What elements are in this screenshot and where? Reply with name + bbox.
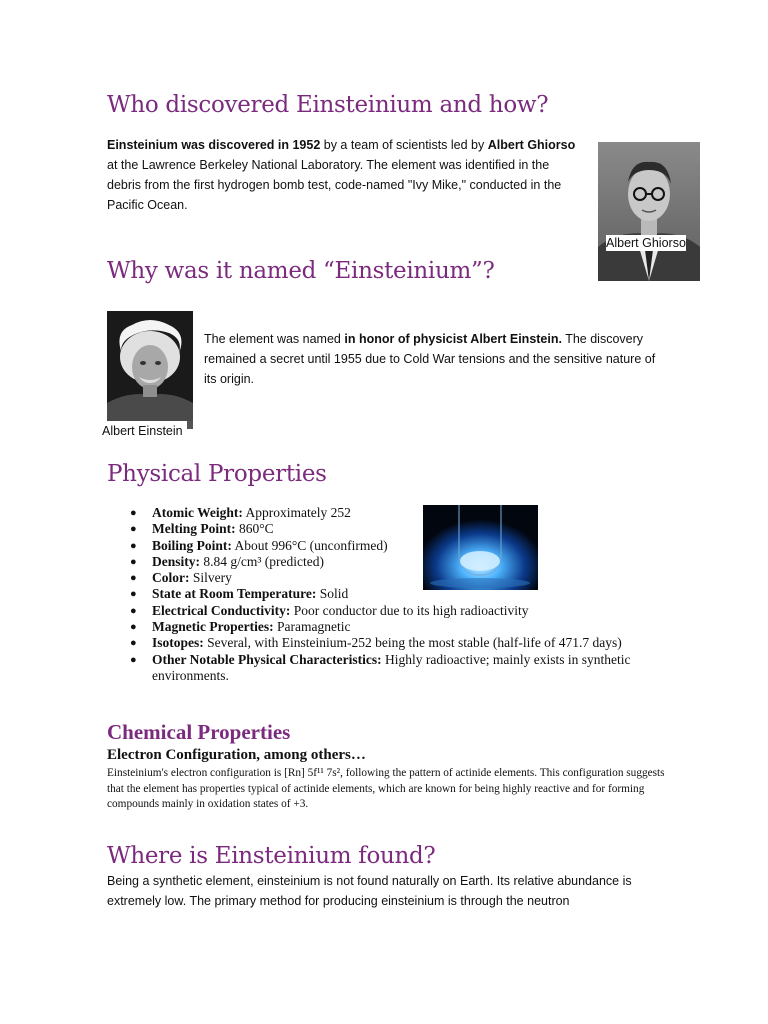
property-label: Color: [152,570,190,586]
property-value: Silvery [189,570,232,586]
property-label: Atomic Weight: [152,505,243,520]
list-item [130,603,660,619]
property-value: Approximately 252 [242,505,351,520]
paragraph-chemical: Einsteinium's electron configuration is [Rn] 5f¹¹ 7s², following the pattern of actinide elements. This configuration suggests that the element has properties typical of actinide elements, which are known for being highly reactive and for forming compounds mainly in oxidation states of +3. [107,767,665,810]
bold-einstein-honor: in honor of physicist Albert Einstein. [344,332,562,346]
bold-discovery-date: Einsteinium was discovered in 1952 [107,138,321,152]
property-value: Highly radioactive; mainly exists in synthetic environments. [152,651,631,683]
property-label: Isotopes: [152,635,204,651]
bullet: ● [130,539,137,552]
photo-albert-ghiorso [598,142,700,281]
subheading-electron-configuration: Electron Configuration, among others… [107,747,366,763]
property-label: Magnetic Properties: [152,619,274,635]
property-label: State at Room Temperature: [152,586,317,602]
property-value: About 996°C (unconfirmed) [231,537,388,553]
property-label: Electrical Conductivity: [152,602,291,618]
caption-einstein-visible: Albert Einstein [102,424,183,438]
text-naming-1: The element was named [204,332,345,346]
paragraph-discovery [107,135,582,215]
photo-albert-einstein [107,311,193,421]
heading-chemical-properties: Chemical Properties [107,720,291,744]
bullet: ● [130,555,137,568]
bullet: ● [130,604,137,617]
list-item [130,521,660,537]
physical-properties-list [130,505,660,684]
bullet: ● [130,523,137,536]
bold-ghiorso: Albert Ghiorso [487,138,576,152]
list-item [130,619,660,635]
caption-ghiorso: Albert Ghiorso [606,236,686,250]
property-label: Density: [152,553,200,569]
bullet: ● [130,588,137,601]
list-item [130,586,660,602]
property-value: Paramagnetic [273,619,351,635]
text-discovery-2: at the Lawrence Berkeley National Laboratory. The element was identified in the debris from the first hydrogen bomb test, code-named "Ivy Mike," conducted in the Pacific Ocean. [107,158,562,212]
property-value: 860°C [235,521,274,537]
list-item [130,554,660,570]
property-value: 8.84 g/cm³ (predicted) [200,553,325,569]
property-label: Melting Point: [152,521,236,537]
list-item [130,505,660,521]
heading-physical-properties: Physical Properties [107,461,327,487]
bullet: ● [130,507,137,519]
photo-corner-mark [187,421,193,429]
paragraph-where-found: Being a synthetic element, einsteinium is not found naturally on Earth. Its relative abundance is extremely low. The primary method for producing einsteinium is through the neutron [107,874,632,908]
heading-naming: Why was it named “Einsteinium”? [107,258,495,284]
bullet: ● [130,653,137,666]
property-label: Other Notable Physical Characteristics: [152,651,382,667]
list-item [130,538,660,554]
text-discovery-1: by a team of scientists led by [320,138,488,152]
property-value: Several, with Einsteinium-252 being the most stable (half-life of 471.7 days) [203,635,622,651]
einstein-portrait-illustration [107,311,193,421]
list-item [130,570,660,586]
property-value: Solid [316,586,349,602]
property-label: Boiling Point: [152,537,232,553]
bullet: ● [130,637,137,650]
bullet: ● [130,621,137,634]
bullet: ● [130,572,137,585]
heading-where-found: Where is Einsteinium found? [107,843,436,869]
ghiorso-portrait-illustration [598,142,700,281]
heading-discovery: Who discovered Einsteinium and how? [107,92,549,118]
list-item [130,635,660,651]
text-naming-2: The discovery remained a secret until 1955 due to Cold War tensions and the sensitive nature of its origin. [204,332,656,386]
property-value: Poor conductor due to its high radioactivity [290,602,529,618]
list-item [130,652,660,685]
paragraph-naming [204,329,659,389]
